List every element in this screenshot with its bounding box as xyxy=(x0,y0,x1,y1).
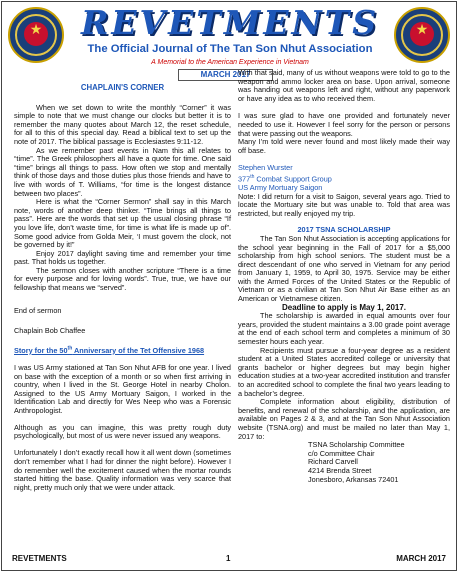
association-seal-right: ★ xyxy=(394,7,450,63)
address-line: 4214 Brenda Street xyxy=(308,465,372,475)
left-column xyxy=(14,84,231,501)
chaplain-paragraph: The sermon closes with another scripture “There is a time for every purpose and for loving words”. True, true, we have our fellowship that means we “served”. xyxy=(14,265,231,293)
mailing-address xyxy=(308,441,450,484)
end-of-sermon: End of sermon xyxy=(14,305,62,315)
footer-date: MARCH 2017 xyxy=(396,554,446,563)
page-number: 1 xyxy=(226,554,231,563)
story-paragraph: I was US Army stationed at Tan Son Nhut AFB for one year. I lived on base with the exception of a month or so when first arriving in country, when I lived in the St. George Hotel in nearby Cholon. Assigned to the US Army Mortuary Saigon, I worked in the Identification Lab and directly for Wes Neep who was a Forensic Anthropologist. xyxy=(14,363,231,415)
chaplain-paragraph: When we set down to write the monthly “Corner” it was simple to note that we must change our clocks but better it is to remember the many quotes about March 12, the reset schedule, for all to this of this special day. Read a biblical text to set up the note of 2017. The biblical passage is Ecclesiastes 9:11-12. xyxy=(14,102,231,146)
chaplain-paragraph: Here is what the “Corner Sermon” shall say in this March note, words of another deep thinker. “Time brings all things to pass”. Here are the words that set up the usual closing phrase “If you love life, don’t waste time, for time is what life is made up of”. Some good advice from Golda Meir, ‘I must govern the clock, not be governed by it!” xyxy=(14,197,231,250)
story-heading[interactable]: Story for the 50th Anniversary of the Tet Offensive 1968 xyxy=(14,345,205,355)
masthead-title: REVETMENTS xyxy=(80,3,380,42)
scholarship-paragraph: Recipients must pursue a four-year degree as a resident student at a United States accredited college or university that grants bachelor or higher degrees but may begin higher education studies at a two-year accredited institution and transfer to an accredited school to complete the final two years leading to a bachelor’s degree. xyxy=(238,345,450,398)
scholarship-heading: 2017 TSNA SCHOLARSHIP xyxy=(297,225,391,235)
chaplain-heading: CHAPLAIN'S CORNER xyxy=(80,83,165,92)
issue-date: MARCH 2017 xyxy=(178,69,273,81)
tagline: A Memorial to the American Experience in Vietnam xyxy=(151,59,309,66)
story-author: Stephen Wurster xyxy=(238,163,293,173)
scholarship-paragraph: The Tan Son Nhut Association is accepting applications for the school year beginning in the Fall of 2017 for a $5,000 scholarship from high school seniors. The student must be a direct descendant of one who served in Vietnam for any period from January 1, 1959, to April 30, 1975. Service may be either with the Armed Forces of the United States or the Republic of Vietnam or as a civilian at Tan Son Nhut Air Base either as an American or Vietnamese citizen. xyxy=(238,233,450,304)
address-line: Richard Carvell xyxy=(308,457,358,467)
scholarship-deadline: Deadline to apply is May 1, 2017. xyxy=(281,302,407,312)
journal-subtitle: The Official Journal of The Tan Son Nhut Association xyxy=(87,43,373,55)
story-paragraph: Unfortunately I don’t exactly recall how it all went down (sometimes don’t remember what I had for dinner the night before). However I do remember well the excitement caused when the mortar rounds started hitting the base. Quality information was very scarce that night, pretty much only that we were under attack. xyxy=(14,448,231,492)
story-unit: 377th Combat Support Group xyxy=(238,173,332,184)
story-continued-paragraph: With that said, many of us without weapons were told to go to the weapon and ammo locker area on base. Upon arrival, someone was handing out weapons left and right, without any paperwork or have any idea as to who received them. xyxy=(238,68,450,103)
chaplain-paragraph: Enjoy 2017 daylight saving time and remember your time past. That holds us together. xyxy=(14,248,231,267)
story-unit-2: US Army Mortuary Saigon xyxy=(238,182,323,192)
newsletter-page xyxy=(1,1,457,571)
address-line: Jonesboro, Arkansas 72401 xyxy=(308,474,399,484)
address-line: c/o Committee Chair xyxy=(308,448,375,458)
scholarship-paragraph: The scholarship is awarded in equal amounts over four years, provided the student maintains a 3.00 grade point average at the end of each school term and completes a minimum of 30 semester hours each year. xyxy=(238,311,450,347)
story-continued-paragraph: I was sure glad to have one provided and fortunately never needed to use it. However I feel sorry for the person or persons that were passing out the weapons. Many I’m told were never found and most likely made their way off base. xyxy=(238,111,450,155)
association-seal-left: ★ xyxy=(8,7,64,63)
story-note: Note: I did return for a visit to Saigon, several years ago. Tried to locate the Mortuary site but was unable to. Told that area was restricted, but really enjoyed my trip. xyxy=(238,191,450,218)
chaplain-paragraph: As we remember past events in Nam this all relates to “time”. The Greek philosophers all have a quote for time. One said “time” brings all things to pass. How often we stop and mentally think of those days and those duties plus those friends and have to live with words of T. Williams, “for time is the longest distance between two places”. xyxy=(14,145,231,198)
right-column xyxy=(238,69,450,484)
story-paragraph: Although as you can imagine, this was pretty rough duty psychologically, but most of us were never issued any weapons. xyxy=(14,422,231,441)
address-line: TSNA Scholarship Committee xyxy=(308,440,405,450)
scholarship-paragraph: Complete information about eligibility, distribution of benefits, and renewal of the scholarship, and the application, are available on Pages 2 & 3, and at the Tan Son Nhut Association website (TSNA.org) and must be mailed no later than May 1, 2017 to: xyxy=(238,397,450,441)
footer-title: REVETMENTS xyxy=(12,554,67,563)
chaplain-signoff: Chaplain Bob Chaffee xyxy=(14,326,86,336)
